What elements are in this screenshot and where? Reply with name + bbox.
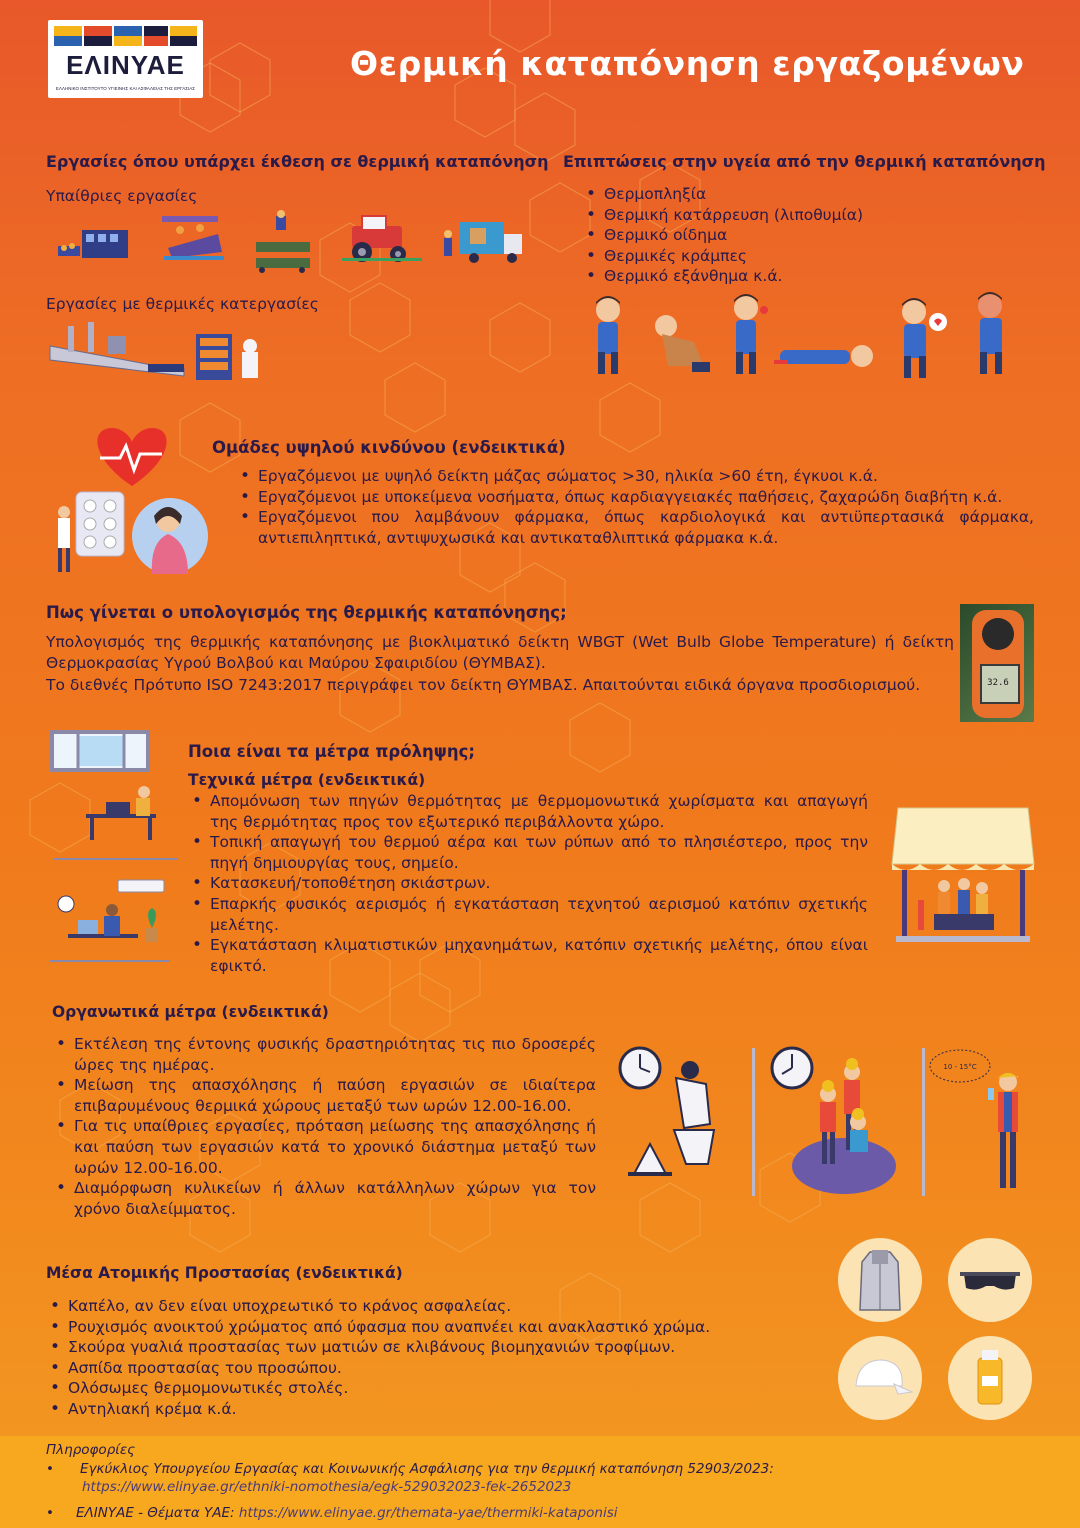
wbgt-meter-photo [960, 604, 1034, 722]
logo-name: ΕΛΙΝΥΑΕ [66, 50, 185, 80]
clock-icon-2 [772, 1048, 812, 1088]
logo-subtitle: ΕΛΛΗΝΙΚΟ ΙΝΣΤΙΤΟΥΤΟ ΥΓΙΕΙΝΗΣ ΚΑΙ ΑΣΦΑΛΕΙΑΣ ΤΗΣ ΕΡΓΑΣΙΑΣ [55, 86, 196, 91]
technical-measures-list [188, 791, 868, 976]
ppe-item: • Ρουχισμός ανοικτού χρώματος από ύφασμα που αναπνέει και ανακλαστικό χρώμα. [46, 1317, 806, 1338]
risk-groups-illustration [50, 424, 210, 578]
exposure-title: Εργασίες όπου υπάρχει έκθεση σε θερμική καταπόνηση [46, 152, 549, 171]
organizational-measure-item: • Διαμόρφωση κυλικείων ή άλλων κατάλληλων χώρων για τον χρόνο διαλείμματος. [52, 1178, 596, 1219]
ppe-item: • Ολόσωμες θερμομονωτικές στολές. [46, 1378, 806, 1399]
tractor-icon [342, 216, 422, 262]
doctor-figure [58, 506, 70, 572]
thermal-work-label: Εργασίες με θερμικές κατεργασίες [46, 295, 319, 313]
air-conditioner-office-icon [50, 880, 170, 962]
footer-bullet: • [46, 1461, 54, 1477]
calculation-paragraph-1: Υπολογισμός της θερμικής καταπόνησης με βιοκλιματικό δείκτη WBGT (Wet Bulb Globe Temperature) ή δείκτη Θερμοκρασίας Υγρού Βολβού και Μαύρου Σφαιριδίου (ΘΥΜΒΑΣ). [46, 633, 954, 672]
footer-ref2-text: ΕΛΙΝΥΑΕ - Θέματα ΥΑΕ: [76, 1505, 235, 1521]
footer-ref1-text: Εγκύκλιος Υπουργείου Εργασίας και Κοινωνικής Ασφάλισης για την θερμική καταπόνηση 52903/2023: [80, 1461, 774, 1477]
footer-ref2-link[interactable]: https://www.elinyae.gr/themata-yae/thermiki-kataponisi [238, 1505, 618, 1521]
risk-groups-title: Ομάδες υψηλού κινδύνου (ενδεικτικά) [212, 438, 566, 457]
technical-measure-item: • Τοπική απαγωγή του θερμού αέρα και των ρύπων από το πλησιέστερο, προς την πηγή δημιουργίας τους, σημείο. [188, 832, 868, 873]
ventilation-office-illustrations [48, 728, 180, 968]
calculation-title: Πως γίνεται ο υπολογισμός της θερμικής καταπόνησης; [46, 603, 567, 622]
furnace-worker-icon [196, 334, 258, 380]
risk-group-item: • Εργαζόμενοι που λαμβάνουν φάρμακα, όπως καρδιολογικά και αντιϋπερτασικά φάρμακα, αντιεπιληπτικά, αντιψυχωσικά και αντικαταθλιπτικά φάρμακα κ.ά. [236, 507, 1034, 548]
outdoor-work-illustrations [52, 208, 532, 274]
delivery-truck-icon [444, 222, 522, 263]
technical-measure-item: • Κατασκευή/τοποθέτηση σκιάστρων. [188, 873, 868, 894]
footer [0, 1436, 1080, 1528]
effects-list [582, 184, 863, 287]
calculation-paragraph-2: Το διεθνές Πρότυπο ISO 7243:2017 περιγράφει τον δείκτη ΘΥΜΒΑΣ. Απαιτούνται ειδικά όργανα προσδιορισμού. [46, 676, 921, 694]
ppe-item: • Καπέλο, αν δεν είναι υποχρεωτικό το κράνος ασφαλείας. [46, 1296, 806, 1317]
construction-icon [58, 230, 128, 258]
workers-under-shade-icon [918, 878, 994, 930]
effects-title: Επιπτώσεις στην υγεία από την θερμική καταπόνηση [563, 152, 1046, 171]
footer-bullet: • [46, 1505, 54, 1521]
effect-item: • Θερμική κατάρρευση (λιποθυμία) [582, 205, 863, 226]
worker-edema-figure [734, 294, 768, 374]
effect-item: • Θερμικό οίδημα [582, 225, 863, 246]
prevention-title: Ποια είναι τα μέτρα πρόληψης; [188, 742, 475, 761]
technical-measure-item: • Απομόνωση των πηγών θερμότητας με θερμομονωτικά χωρίσματα και απαγωγή της θερμότητας προς τον εξωτερικό περιβάλλοντα χώρο. [188, 791, 868, 832]
ppe-title: Μέσα Ατομικής Προστασίας (ενδεικτικά) [46, 1264, 403, 1282]
elinyae-logo [48, 20, 203, 98]
production-line-icon [50, 322, 184, 376]
organizational-measures-title: Οργανωτικά μέτρα (ενδεικτικά) [52, 1003, 329, 1021]
outdoor-work-label: Υπαίθριες εργασίες [46, 187, 198, 205]
cap-icon [838, 1336, 922, 1420]
protective-suit-icon [838, 1238, 922, 1322]
footer-reference-2 [46, 1504, 1046, 1522]
worker-cramp-figure [902, 298, 947, 378]
technical-measure-item: • Εγκατάσταση κλιματιστικών μηχανημάτων, κατόπιν σχετικής μελέτης, όπου είναι εφικτό. [188, 935, 868, 976]
technical-measures-title: Τεχνικά μέτρα (ενδεικτικά) [188, 771, 426, 789]
window-icon [52, 732, 148, 770]
worker-collapse-figure [655, 315, 710, 372]
clock-icon [620, 1048, 660, 1088]
footer-ref1-link[interactable]: https://www.elinyae.gr/ethniki-nomothesia/egk-529032023-fek-2652023 [82, 1479, 572, 1495]
agriculture-icon [256, 210, 310, 273]
footer-reference-1 [46, 1460, 1046, 1496]
safety-goggles-icon [948, 1238, 1032, 1322]
heat-effects-figures [584, 292, 1024, 380]
ppe-item: • Σκούρα γυαλιά προστασίας των ματιών σε κλιβάνους βιομηχανιών τροφίμων. [46, 1337, 806, 1358]
meter-reading: 32.6 [987, 678, 1009, 688]
effect-item: • Θερμικές κράμπες [582, 246, 863, 267]
temperature-bubble-text: 10 - 15°C [943, 1063, 977, 1071]
effect-item: • Θερμοπληξία [582, 184, 863, 205]
shipyard-icon [162, 216, 224, 260]
shade-canopy-illustration [888, 804, 1038, 944]
organizational-measure-item: • Για τις υπαίθριες εργασίες, πρόταση μείωσης της απασχόλησης ή και παύση των εργασιών κατά το χρονικό διάστημα μεταξύ των ωρών 12.00-16.00. [52, 1116, 596, 1178]
footer-label: Πληροφορίες [46, 1442, 136, 1458]
organizational-measure-item: • Μείωση της απασχόλησης ή παύση εργασιών σε ιδιαίτερα επιβαρυμένους θερμικά χώρους μεταξύ των ωρών 12.00-16.00. [52, 1075, 596, 1116]
ppe-item: • Ασπίδα προστασίας του προσώπου. [46, 1358, 806, 1379]
effect-item: • Θερμικό εξάνθημα κ.ά. [582, 266, 863, 287]
pills-icon [76, 492, 124, 556]
technical-measure-item: • Επαρκής φυσικός αερισμός ή εγκατάσταση τεχνητού αερισμού κατόπιν σχετικής μελέτης. [188, 894, 868, 935]
organizational-measure-item: • Εκτέλεση της έντονης φυσικής δραστηριότητας τις πιο δροσερές ώρες της ημέρας. [52, 1034, 596, 1075]
worker-drinking-icon [988, 1073, 1018, 1188]
worker-rash-figure [978, 292, 1002, 374]
organizational-measures-list [52, 1034, 596, 1219]
page-title: Θερμική καταπόνηση εργαζομένων [350, 44, 1025, 83]
risk-group-item: • Εργαζόμενοι με υψηλό δείκτη μάζας σώματος >30, ηλικία >60 έτη, έγκυοι κ.ά. [236, 466, 1034, 487]
worker-heatstroke-figure [596, 296, 620, 374]
ppe-list [46, 1296, 806, 1420]
risk-groups-list [236, 466, 1034, 548]
ppe-item: • Αντηλιακή κρέμα κ.ά. [46, 1399, 806, 1420]
work-schedule-illustrations [614, 1044, 1046, 1196]
office-worker-icon [54, 786, 178, 860]
thermal-processing-illustrations [48, 318, 278, 388]
logo-stripes [54, 26, 197, 46]
risk-group-item: • Εργαζόμενοι με υποκείμενα νοσήματα, όπως καρδιαγγειακές παθήσεις, ζαχαρώδη διαβήτη κ.ά. [236, 487, 1034, 508]
worker-lying-figure [774, 345, 873, 367]
speech-bubble-temperature [930, 1050, 990, 1082]
sunscreen-icon [948, 1336, 1032, 1420]
